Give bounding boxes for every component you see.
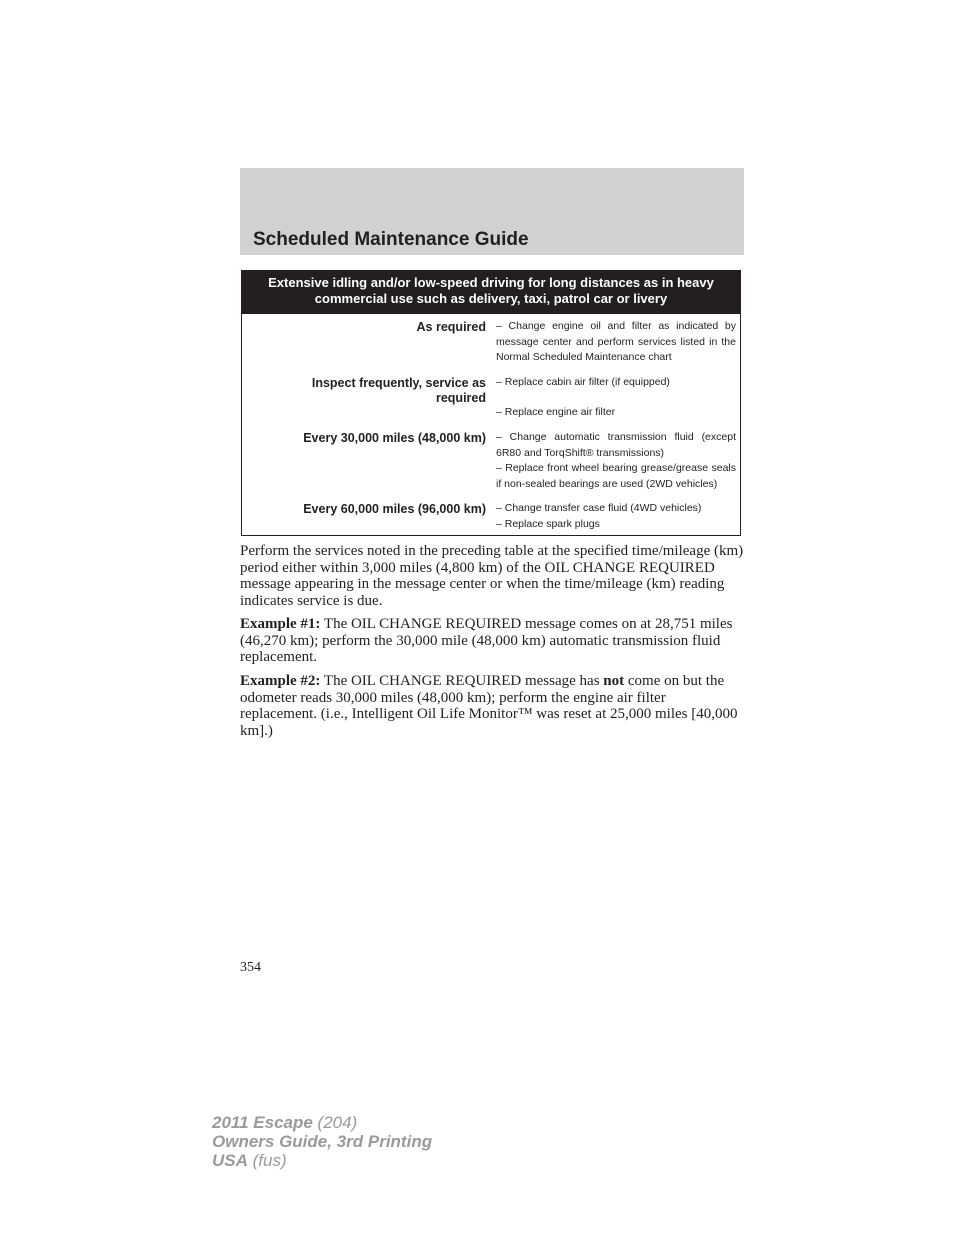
row-label: As required: [416, 320, 486, 334]
section-header-band: [240, 168, 744, 255]
paragraph-intro: Perform the services noted in the preceding table at the specified time/mileage (km) period either within 3,000 miles (4,800 km) of the OIL CHANGE REQUIRED message appearing in the message center or when the time/mileage (km) reading indicates service is due.: [240, 543, 744, 610]
footer-model-code: (204): [312, 1113, 358, 1132]
page-number: 354: [240, 960, 261, 975]
footer-line-1: [212, 1113, 432, 1132]
row-item: – Change transfer case fluid (4WD vehicles): [496, 502, 702, 514]
example-2-text-a: The OIL CHANGE REQUIRED message has: [320, 673, 604, 689]
row-item: – Replace front wheel bearing grease/grease seals if non-sealed bearings are used (2WD vehicles): [496, 462, 736, 490]
table-heading-line-1: Extensive idling and/or low-speed driving for long distances as in heavy: [268, 275, 714, 290]
example-1-text: The OIL CHANGE REQUIRED message comes on at 28,751 miles (46,270 km); perform the 30,000 mile (48,000 km) automatic transmission fluid replacement.: [240, 616, 733, 666]
footer-market: USA: [212, 1151, 248, 1170]
example-2-text-b: come on but the odometer reads 30,000 miles (48,000 km); perform the engine air filter replacement. (i.e., Intelligent Oil Life Monitor™ was reset at 25,000 miles [40,000 km].): [240, 673, 738, 740]
row-items: [496, 430, 736, 492]
paragraph-example-1: [240, 616, 745, 666]
row-items: [496, 319, 736, 366]
row-item: – Replace cabin air filter (if equipped): [496, 376, 670, 388]
row-item: – Change engine oil and filter as indicated by message center and perform services listed in the Normal Scheduled Maintenance chart: [496, 320, 736, 363]
example-1-label: Example #1:: [240, 616, 321, 632]
row-label: Every 30,000 miles (48,000 km): [303, 431, 486, 445]
footer-line-3: [212, 1151, 432, 1170]
footer-line-2: Owners Guide, 3rd Printing: [212, 1132, 433, 1151]
maintenance-table: [241, 270, 741, 536]
row-item: – Replace spark plugs: [496, 517, 600, 530]
example-2-bold-not: not: [603, 673, 625, 689]
row-items: [496, 375, 736, 420]
section-title: Scheduled Maintenance Guide: [253, 229, 529, 250]
row-item: – Change automatic transmission fluid (except 6R80 and TorqShift® transmissions): [496, 431, 736, 459]
footer-market-code: (fus): [247, 1151, 287, 1170]
row-item: – Replace engine air filter: [496, 405, 616, 418]
table-heading: [242, 271, 740, 314]
row-label: Every 60,000 miles (96,000 km): [303, 502, 486, 516]
example-2-label: Example #2:: [240, 673, 321, 689]
row-label: Inspect frequently, service as required: [311, 376, 486, 405]
paragraph-example-2: [240, 673, 745, 740]
table-heading-line-2: commercial use such as delivery, taxi, patrol car or livery: [314, 291, 668, 306]
row-items: [496, 501, 736, 532]
footer-model: 2011 Escape: [212, 1113, 313, 1132]
document-footer: [212, 1113, 432, 1170]
